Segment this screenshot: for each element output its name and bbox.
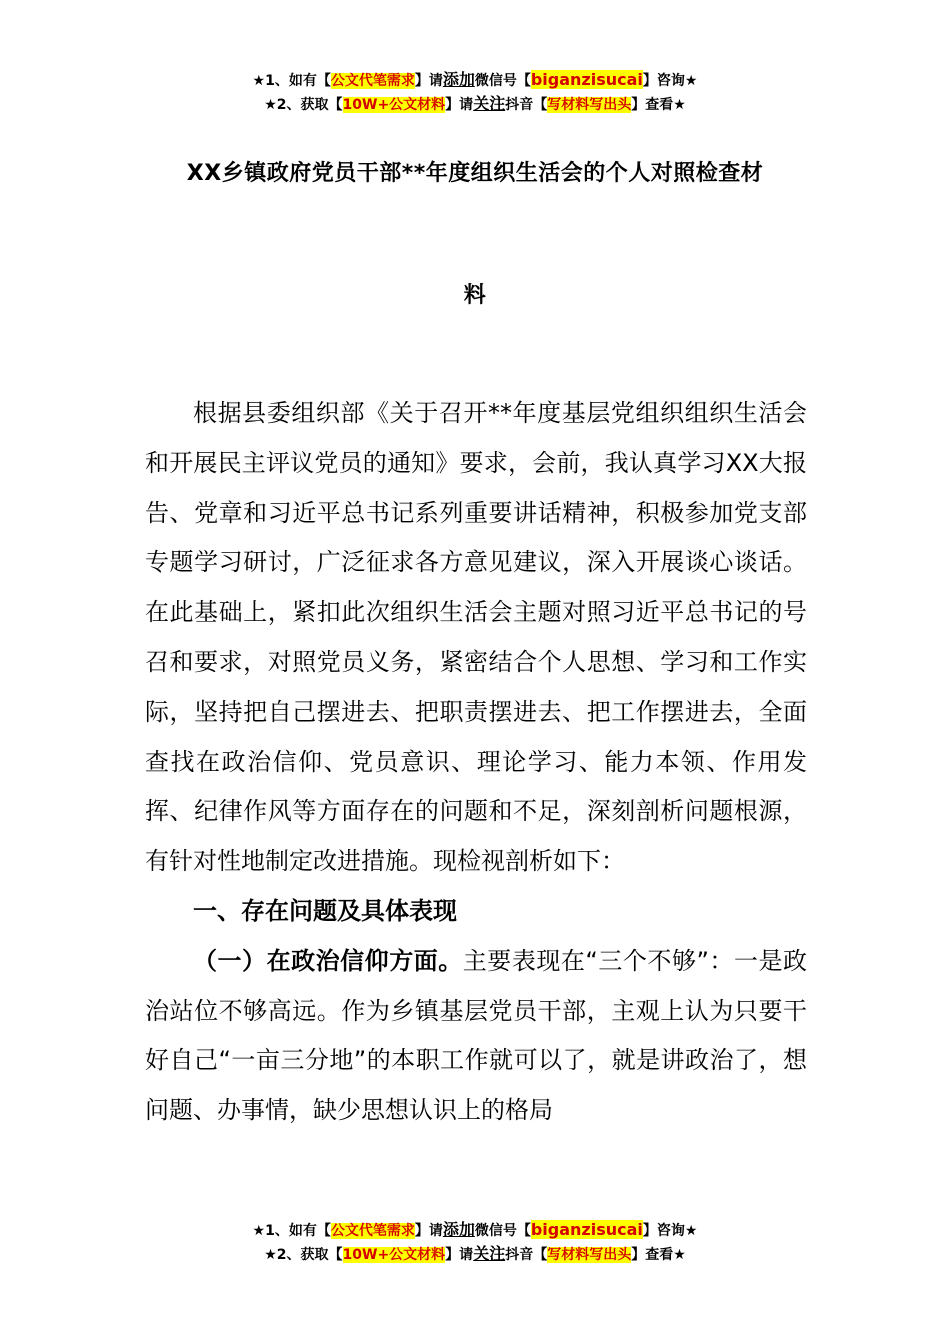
bottom-banner xyxy=(0,1218,950,1266)
document-title-line-2: 料 xyxy=(463,283,487,308)
banner-douyin-name: 写材料写出头 xyxy=(547,97,632,113)
banner-line-1: ★1、如有【公文代笔需求】请添加微信号【biganzisucai】咨询★ xyxy=(252,70,698,89)
banner-line-1-bottom: ★1、如有【公文代笔需求】请添加微信号【biganzisucai】咨询★ xyxy=(252,1220,698,1239)
subsection-lead: （一）在政治信仰方面。 xyxy=(193,946,463,975)
document-title-line-1: XX乡镇政府党员干部**年度组织生活会的个人对照检查材 xyxy=(186,161,764,186)
section-heading: 一、存在问题及具体表现 xyxy=(193,896,457,925)
banner-line-2-bottom: ★2、获取【10W+公文材料】请关注抖音【写材料写出头】查看★ xyxy=(264,1244,686,1263)
banner-line-2: ★2、获取【10W+公文材料】请关注抖音【写材料写出头】查看★ xyxy=(264,94,686,113)
banner-wechat-id: biganzisucai xyxy=(530,70,643,89)
subsection-text: 主要表现在“三个不够”：一是政治站位不够高远。作为乡镇基层党员干部，主观上认为只要干好自己“一亩三分地”的本职工作就可以了，就是讲政治了，想问题、办事情，缺少思想认识上的格局 xyxy=(145,946,807,1125)
top-banner xyxy=(0,68,950,116)
intro-paragraph: 根据县委组织部《关于召开**年度基层党组织组织生活会和开展民主评议党员的通知》要求，会前，我认真学习XX大报告、党章和习近平总书记系列重要讲话精神，积极参加党支部专题学习研讨，广泛征求各方意见建议，深入开展谈心谈话。在此基础上，紧扣此次组织生活会主题对照习近平总书记的号召和要求，对照党员义务，紧密结合个人思想、学习和工作实际，坚持把自己摆进去、把职责摆进去、把工作摆进去，全面查找在政治信仰、党员意识、理论学习、能力本领、作用发挥、纪律作风等方面存在的问题和不足，深刻剖析问题根源，有针对性地制定改进措施。现检视剖析如下： xyxy=(145,399,807,876)
banner-highlight-service: 公文代笔需求 xyxy=(330,73,415,89)
subsection-paragraph xyxy=(145,937,807,1136)
banner-highlight-materials: 10W+公文材料 xyxy=(342,97,446,113)
document-body xyxy=(145,389,807,1136)
